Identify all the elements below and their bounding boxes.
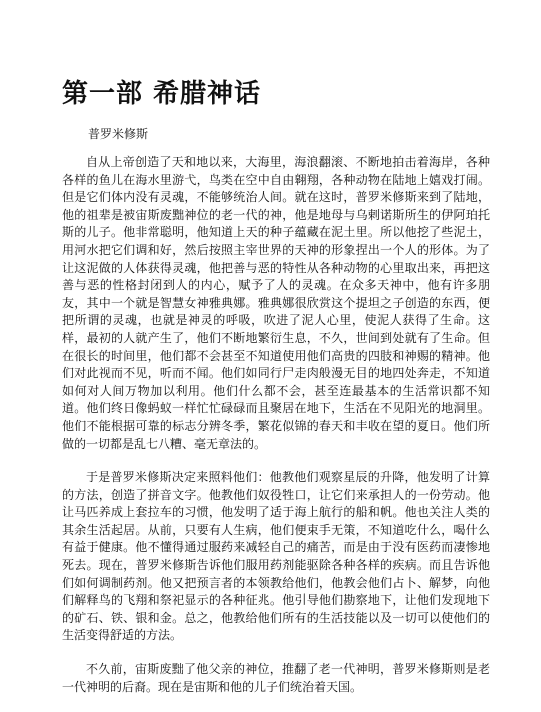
body-text	[62, 154, 490, 712]
paragraph-1: 自从上帝创造了天和地以来，大海里，海浪翻滚、不断地拍击着海岸，各种各样的鱼儿在海水里游弋，鸟类在空中自由翱翔，各种动物在陆地上嬉戏打闹。但是它们体内没有灵魂，不能够统治人间。就在这时，普罗米修斯来到了陆地，他的祖辈是被宙斯废黜神位的老一代的神，他是地母与乌剌诺斯所生的伊阿珀托斯的儿子。他非常聪明，他知道上天的种子蕴藏在泥土里。所以他挖了些泥土，用河水把它们调和好，然后按照主宰世界的天神的形象捏出一个人的形体。为了让这泥做的人体获得灵魂，他把善与恶的特性从各种动物的心里取出来，再把这善与恶的性格封闭到人的内心，赋予了人的灵魂。在众多天神中，他有许多朋友，其中一个就是智慧女神雅典娜。雅典娜很欣赏这个提坦之子创造的东西，便把所谓的灵魂，也就是神灵的呼吸，吹进了泥人心里，使泥人获得了生命。这样，最初的人就产生了，他们不断地繁衍生息，不久，世间到处就有了生命。但在很长的时间里，他们都不会甚至不知道使用他们高贵的四肢和神赐的精神。他们对此视而不见，听而不闻。他们如同行尸走肉般漫无目的地四处奔走，不知道如何对人间万物加以利用。他们什么都不会，甚至连最基本的生活常识都不知道。他们终日像蚂蚁一样忙忙碌碌而且聚居在地下，生活在不见阳光的地洞里。他们不能根据可靠的标志分辨冬季，繁花似锦的春天和丰收在望的夏日。他们所做的一切都是乱七八糟、毫无章法的。	[62, 155, 490, 451]
paragraph-3: 不久前，宙斯废黜了他父亲的神位，推翻了老一代神明，普罗米修斯则是老一代神明的后裔。现在是宙斯和他的儿子们统治着天国。	[62, 662, 490, 694]
chapter-title: 第一部 希腊神话	[62, 79, 262, 109]
section-title: 普罗米修斯	[88, 127, 149, 141]
paragraph-2: 于是普罗米修斯决定来照料他们：他教他们观察星辰的升降，他发明了计算的方法，创造了拼音文字。他教他们奴役牲口，让它们来承担人的一份劳动。他让马匹养成上套拉车的习惯，他发明了适于海上航行的船和帆。他也关注人类的其余生活起居。从前，只要有人生病，他们便束手无策，不知道吃什么，喝什么有益于健康。他不懂得通过服药来减轻自己的痛苦，而是由于没有医药而凄惨地死去。现在，普罗米修斯告诉他们服用药剂能驱除各种各样的疾病。而且告诉他们如何调制药剂。他又把预言者的本领教给他们，他教会他们占卜、解梦，向他们解释鸟的飞翔和祭祀显示的各种征兆。他引导他们勘察地下，让他们发现地下的矿石、铁、银和金。总之，他教给他们所有的生活技能以及一切可以使他们的生活变得舒适的方法。	[62, 470, 490, 643]
